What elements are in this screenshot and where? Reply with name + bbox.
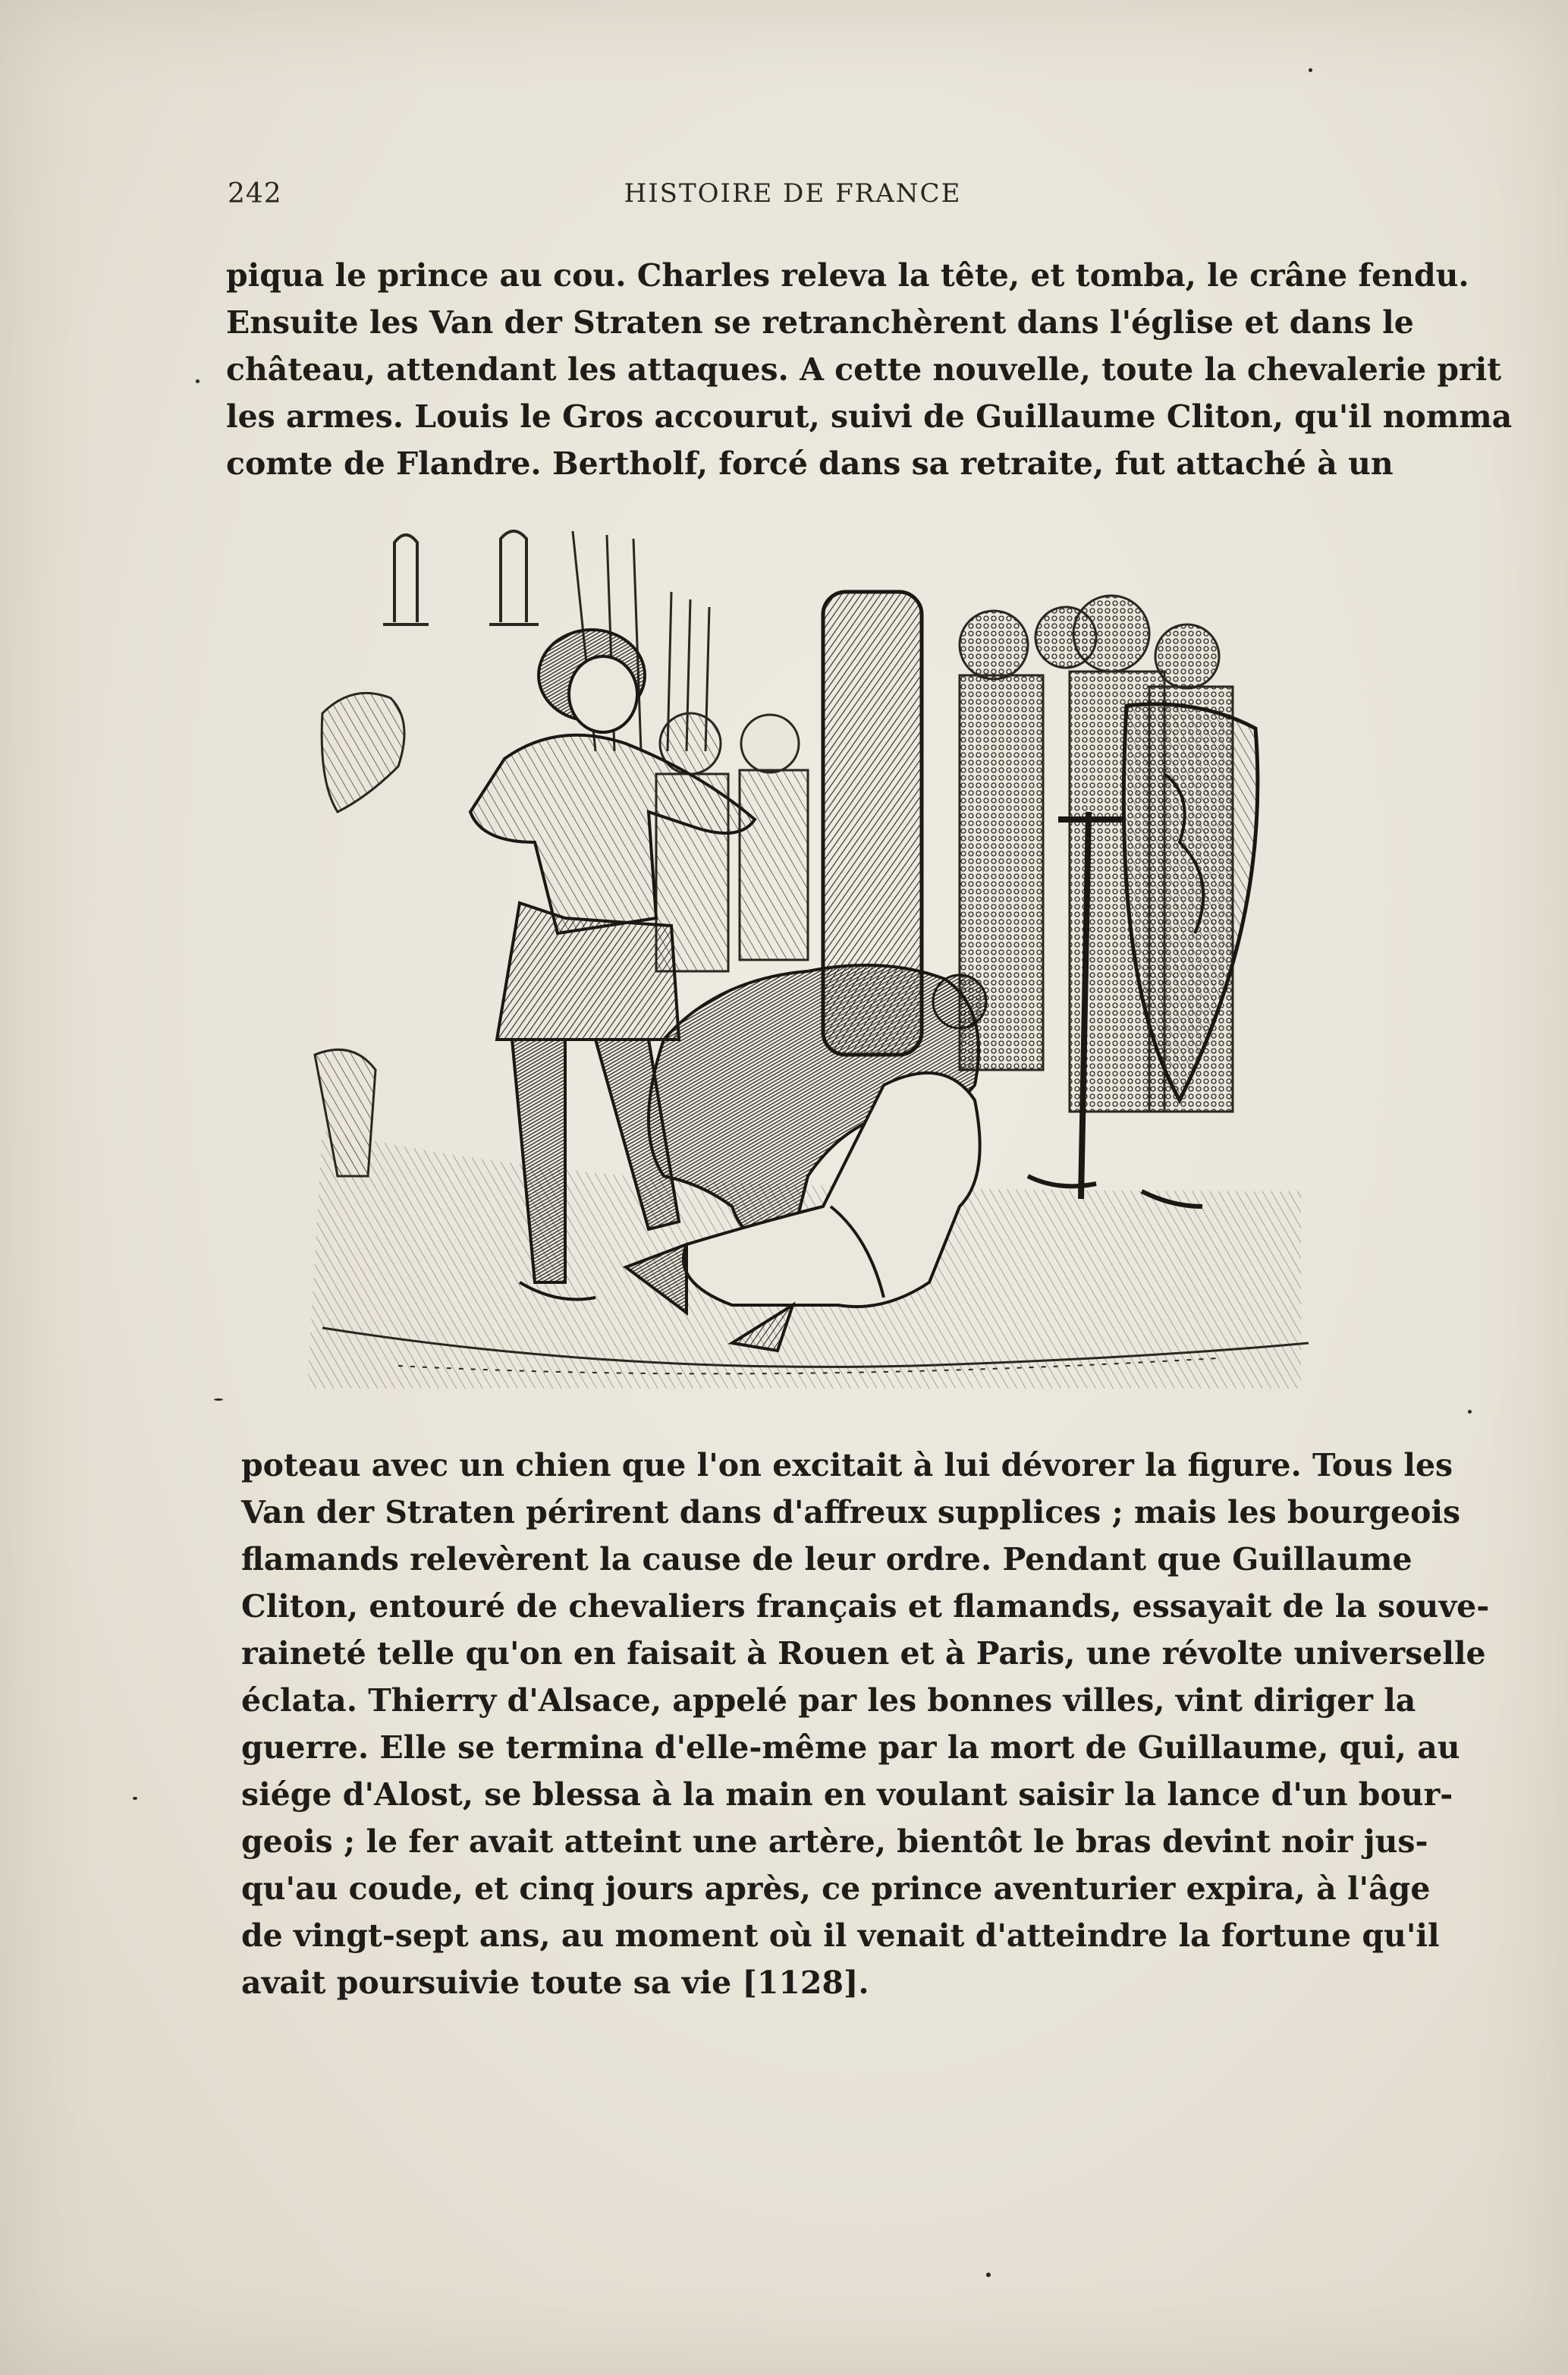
paper-speck [133,1797,137,1800]
top-paragraph [226,252,1513,487]
text-line: comte de Flandre. Bertholf, forcé dans sa retraite, fut attaché à un [226,445,1394,482]
text-line: Van der Straten périrent dans d'affreux supplices ; mais les bourgeois [241,1494,1461,1530]
text-line: Cliton, entouré de chevaliers français et flamands, essayait de la souve- [241,1588,1490,1625]
paper-speck [1309,68,1312,72]
text-line: qu'au coude, et cinq jours après, ce prince aventurier expira, à l'âge [241,1870,1431,1907]
text-line: château, attendant les attaques. A cette nouvelle, toute la chevalerie prit [226,351,1502,388]
running-title: HISTOIRE DE FRANCE [624,178,962,209]
paper-speck [1468,1410,1472,1414]
text-line: éclata. Thierry d'Alsace, appelé par les bonnes villes, vint diriger la [241,1682,1416,1719]
horse [322,693,404,812]
page-number: 242 [228,178,282,209]
paper-speck [986,2273,991,2277]
text-line: de vingt-sept ans, au moment où il venait d'atteindre la fortune qu'il [241,1917,1440,1954]
background-windows [383,531,539,624]
text-line: avait poursuivie toute sa vie [1128]. [241,1964,869,2001]
text-line: raineté telle qu'on en faisait à Rouen et à Paris, une révolte universelle [241,1635,1486,1672]
engraving-illustration [307,524,1316,1389]
text-line: Ensuite les Van der Straten se retranchèrent dans l'église et dans le [226,304,1414,341]
text-line: piqua le prince au cou. Charles releva la tête, et tomba, le crâne fendu. [226,257,1469,294]
text-line: guerre. Elle se termina d'elle-même par la mort de Guillaume, qui, au [241,1729,1460,1766]
soldiers-group [656,713,808,971]
paper-speck [196,379,200,383]
text-line: geois ; le fer avait atteint une artère, bientôt le bras devint noir jus- [241,1823,1428,1860]
bottom-paragraph [241,1442,1490,2006]
text-line: siége d'Alost, se blessa à la main en voulant saisir la lance d'un bour- [241,1776,1453,1813]
text-line: flamands relevèrent la cause de leur ordre. Pendant que Guillaume [241,1541,1412,1578]
text-line: poteau avec un chien que l'on excitait à lui dévorer la figure. Tous les [241,1447,1453,1483]
text-line: les armes. Louis le Gros accourut, suivi de Guillaume Cliton, qu'il nomma [226,398,1513,435]
paper-speck [214,1398,223,1401]
knights-group [960,596,1258,1206]
